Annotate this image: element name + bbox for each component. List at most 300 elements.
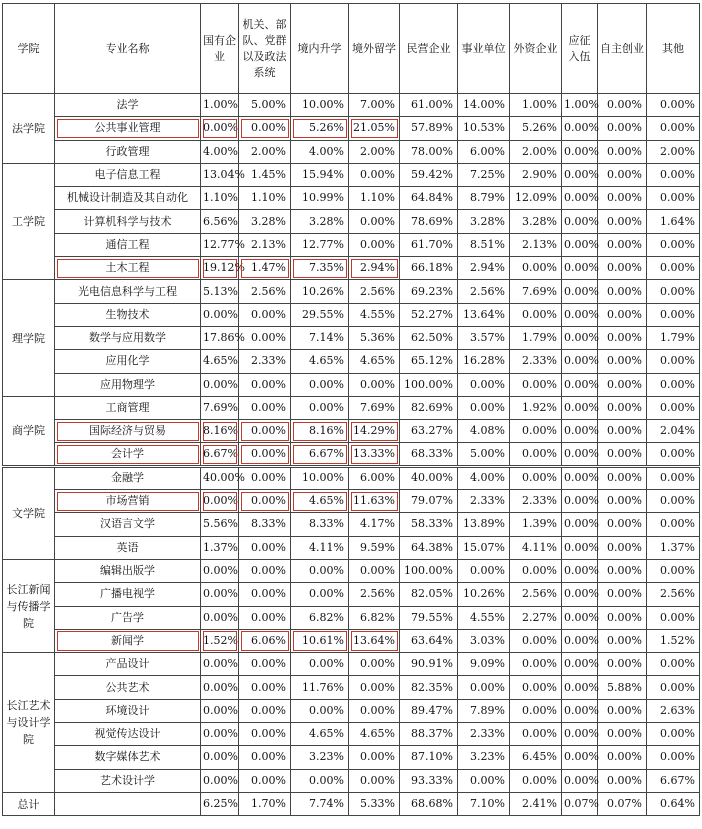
table-row bbox=[3, 140, 700, 163]
table-row bbox=[3, 420, 700, 443]
value-cell: 2.13% bbox=[239, 233, 291, 256]
major-cell: 数字媒体艺术 bbox=[55, 746, 201, 769]
value-cell: 0.00% bbox=[562, 466, 598, 489]
value-cell: 0.00% bbox=[647, 233, 700, 256]
value-cell: 5.56% bbox=[201, 513, 239, 536]
value-cell: 0.00% bbox=[647, 94, 700, 117]
value-cell: 15.94% bbox=[291, 163, 349, 186]
value-cell: 0.00% bbox=[239, 769, 291, 792]
value-cell: 0.00% bbox=[239, 326, 291, 349]
value-cell: 7.69% bbox=[201, 396, 239, 419]
value-cell: 0.00% bbox=[291, 653, 349, 676]
value-cell: 0.00% bbox=[349, 653, 400, 676]
value-cell: 0.00% bbox=[647, 303, 700, 326]
value-cell: 0.00% bbox=[510, 466, 562, 489]
value-cell: 0.00% bbox=[598, 653, 647, 676]
value-cell: 0.00% bbox=[598, 629, 647, 652]
value-cell: 7.69% bbox=[510, 280, 562, 303]
table-row bbox=[3, 536, 700, 559]
value-cell: 4.00% bbox=[291, 140, 349, 163]
value-cell: 8.16% bbox=[201, 420, 239, 443]
value-cell: 6.82% bbox=[291, 606, 349, 629]
value-cell: 2.00% bbox=[349, 140, 400, 163]
value-cell: 0.00% bbox=[562, 746, 598, 769]
value-cell: 0.00% bbox=[458, 559, 510, 582]
value-cell: 6.67% bbox=[201, 443, 239, 466]
major-cell: 国际经济与贸易 bbox=[55, 420, 201, 443]
value-cell: 0.00% bbox=[647, 466, 700, 489]
value-cell: 0.00% bbox=[562, 350, 598, 373]
value-cell: 64.84% bbox=[400, 187, 458, 210]
major-cell: 数学与应用数学 bbox=[55, 326, 201, 349]
value-cell: 57.89% bbox=[400, 117, 458, 140]
value-cell: 93.33% bbox=[400, 769, 458, 792]
value-cell: 4.65% bbox=[349, 350, 400, 373]
major-cell: 产品设计 bbox=[55, 653, 201, 676]
value-cell: 6.45% bbox=[510, 746, 562, 769]
value-cell: 6.67% bbox=[647, 769, 700, 792]
value-cell: 12.77% bbox=[201, 233, 239, 256]
value-cell: 0.00% bbox=[239, 746, 291, 769]
major-cell: 生物技术 bbox=[55, 303, 201, 326]
value-cell: 0.00% bbox=[349, 210, 400, 233]
value-cell: 0.00% bbox=[239, 466, 291, 489]
column-header: 民营企业 bbox=[400, 4, 458, 94]
table-row bbox=[3, 653, 700, 676]
value-cell: 0.00% bbox=[291, 559, 349, 582]
value-cell: 0.00% bbox=[647, 117, 700, 140]
value-cell: 0.00% bbox=[598, 769, 647, 792]
value-cell: 52.27% bbox=[400, 303, 458, 326]
value-cell: 0.00% bbox=[598, 536, 647, 559]
value-cell: 0.00% bbox=[647, 396, 700, 419]
column-header: 境内升学 bbox=[291, 4, 349, 94]
value-cell: 0.00% bbox=[598, 326, 647, 349]
value-cell: 4.65% bbox=[349, 723, 400, 746]
value-cell: 0.00% bbox=[562, 536, 598, 559]
major-cell: 编辑出版学 bbox=[55, 559, 201, 582]
value-cell: 17.86% bbox=[201, 326, 239, 349]
value-cell: 0.00% bbox=[647, 280, 700, 303]
value-cell: 5.33% bbox=[349, 792, 400, 815]
value-cell: 12.77% bbox=[291, 233, 349, 256]
value-cell: 0.00% bbox=[647, 653, 700, 676]
value-cell: 61.00% bbox=[400, 94, 458, 117]
major-cell: 光电信息科学与工程 bbox=[55, 280, 201, 303]
value-cell: 10.26% bbox=[291, 280, 349, 303]
value-cell: 4.17% bbox=[349, 513, 400, 536]
table-row bbox=[3, 326, 700, 349]
table-row bbox=[3, 466, 700, 489]
table-row bbox=[3, 723, 700, 746]
value-cell: 2.00% bbox=[647, 140, 700, 163]
column-header: 事业单位 bbox=[458, 4, 510, 94]
value-cell: 16.28% bbox=[458, 350, 510, 373]
value-cell: 0.00% bbox=[562, 420, 598, 443]
value-cell: 64.38% bbox=[400, 536, 458, 559]
value-cell: 69.23% bbox=[400, 280, 458, 303]
major-cell: 广播电视学 bbox=[55, 583, 201, 606]
value-cell: 0.00% bbox=[201, 723, 239, 746]
table-row bbox=[3, 396, 700, 419]
value-cell: 0.00% bbox=[562, 559, 598, 582]
table-row bbox=[3, 210, 700, 233]
value-cell: 68.68% bbox=[400, 792, 458, 815]
value-cell: 0.00% bbox=[598, 257, 647, 280]
value-cell: 21.05% bbox=[349, 117, 400, 140]
major-cell: 行政管理 bbox=[55, 140, 201, 163]
value-cell: 6.25% bbox=[201, 792, 239, 815]
value-cell: 0.00% bbox=[291, 583, 349, 606]
value-cell: 0.00% bbox=[510, 420, 562, 443]
value-cell: 4.11% bbox=[291, 536, 349, 559]
value-cell: 0.00% bbox=[598, 373, 647, 396]
value-cell: 13.33% bbox=[349, 443, 400, 466]
value-cell: 90.91% bbox=[400, 653, 458, 676]
value-cell: 0.00% bbox=[562, 443, 598, 466]
value-cell: 0.00% bbox=[598, 233, 647, 256]
value-cell: 0.00% bbox=[647, 373, 700, 396]
value-cell: 0.00% bbox=[562, 676, 598, 699]
table-row bbox=[3, 373, 700, 396]
value-cell: 0.00% bbox=[239, 443, 291, 466]
value-cell: 2.33% bbox=[458, 723, 510, 746]
value-cell: 4.65% bbox=[291, 490, 349, 513]
value-cell: 0.00% bbox=[239, 373, 291, 396]
value-cell: 0.00% bbox=[239, 303, 291, 326]
value-cell: 0.00% bbox=[349, 559, 400, 582]
value-cell: 79.55% bbox=[400, 606, 458, 629]
major-cell: 通信工程 bbox=[55, 233, 201, 256]
value-cell: 7.10% bbox=[458, 792, 510, 815]
column-header: 国有企业 bbox=[201, 4, 239, 94]
value-cell: 0.00% bbox=[239, 490, 291, 513]
value-cell: 6.67% bbox=[291, 443, 349, 466]
value-cell: 0.00% bbox=[349, 373, 400, 396]
value-cell: 82.05% bbox=[400, 583, 458, 606]
value-cell: 88.37% bbox=[400, 723, 458, 746]
value-cell: 5.36% bbox=[349, 326, 400, 349]
table-row bbox=[3, 94, 700, 117]
value-cell: 1.00% bbox=[201, 94, 239, 117]
value-cell: 0.00% bbox=[201, 490, 239, 513]
value-cell: 0.00% bbox=[458, 769, 510, 792]
value-cell: 2.33% bbox=[510, 490, 562, 513]
value-cell: 2.56% bbox=[239, 280, 291, 303]
value-cell: 2.33% bbox=[510, 350, 562, 373]
value-cell: 2.41% bbox=[510, 792, 562, 815]
college-cell: 工学院 bbox=[3, 163, 55, 279]
value-cell: 13.64% bbox=[349, 629, 400, 652]
table-row bbox=[3, 583, 700, 606]
value-cell: 0.00% bbox=[562, 210, 598, 233]
value-cell: 10.99% bbox=[291, 187, 349, 210]
value-cell: 19.12% bbox=[201, 257, 239, 280]
value-cell: 0.00% bbox=[598, 583, 647, 606]
value-cell: 8.79% bbox=[458, 187, 510, 210]
value-cell: 0.00% bbox=[510, 303, 562, 326]
value-cell: 63.27% bbox=[400, 420, 458, 443]
major-cell: 应用化学 bbox=[55, 350, 201, 373]
value-cell: 3.23% bbox=[291, 746, 349, 769]
value-cell: 0.00% bbox=[239, 676, 291, 699]
value-cell: 0.00% bbox=[647, 676, 700, 699]
table-row bbox=[3, 163, 700, 186]
value-cell: 5.88% bbox=[598, 676, 647, 699]
value-cell: 0.00% bbox=[562, 396, 598, 419]
value-cell: 3.23% bbox=[458, 746, 510, 769]
value-cell: 2.13% bbox=[510, 233, 562, 256]
value-cell: 0.00% bbox=[510, 699, 562, 722]
value-cell: 1.37% bbox=[201, 536, 239, 559]
major-cell: 应用物理学 bbox=[55, 373, 201, 396]
college-cell: 文学院 bbox=[3, 466, 55, 559]
value-cell: 0.07% bbox=[598, 792, 647, 815]
value-cell: 6.00% bbox=[349, 466, 400, 489]
value-cell: 0.00% bbox=[562, 629, 598, 652]
value-cell: 0.00% bbox=[201, 746, 239, 769]
value-cell: 2.56% bbox=[458, 280, 510, 303]
value-cell: 0.00% bbox=[647, 513, 700, 536]
value-cell: 0.00% bbox=[239, 723, 291, 746]
value-cell: 4.00% bbox=[201, 140, 239, 163]
table-row bbox=[3, 676, 700, 699]
value-cell: 100.00% bbox=[400, 373, 458, 396]
value-cell: 0.00% bbox=[562, 326, 598, 349]
value-cell: 0.00% bbox=[239, 117, 291, 140]
column-header: 学院 bbox=[3, 4, 55, 94]
value-cell: 1.10% bbox=[239, 187, 291, 210]
value-cell: 2.27% bbox=[510, 606, 562, 629]
value-cell: 0.00% bbox=[349, 769, 400, 792]
table-row bbox=[3, 350, 700, 373]
college-cell: 法学院 bbox=[3, 94, 55, 164]
value-cell: 0.00% bbox=[562, 513, 598, 536]
table-row bbox=[3, 117, 700, 140]
value-cell: 0.00% bbox=[239, 536, 291, 559]
table-row bbox=[3, 443, 700, 466]
major-cell: 广告学 bbox=[55, 606, 201, 629]
column-header: 机关、部队、党群以及政法系统 bbox=[239, 4, 291, 94]
value-cell: 0.00% bbox=[562, 583, 598, 606]
value-cell: 2.63% bbox=[647, 699, 700, 722]
value-cell: 89.47% bbox=[400, 699, 458, 722]
table-row bbox=[3, 792, 700, 815]
value-cell: 1.92% bbox=[510, 396, 562, 419]
value-cell: 0.00% bbox=[510, 653, 562, 676]
value-cell: 0.00% bbox=[458, 396, 510, 419]
college-cell: 长江新闻与传播学院 bbox=[3, 559, 55, 652]
value-cell: 0.00% bbox=[562, 257, 598, 280]
header-row bbox=[3, 4, 700, 94]
value-cell: 7.00% bbox=[349, 94, 400, 117]
value-cell: 5.00% bbox=[239, 94, 291, 117]
value-cell: 0.00% bbox=[458, 373, 510, 396]
value-cell: 0.00% bbox=[598, 723, 647, 746]
table-body bbox=[3, 94, 700, 816]
value-cell: 0.00% bbox=[239, 699, 291, 722]
major-cell bbox=[55, 792, 201, 815]
value-cell: 10.00% bbox=[291, 94, 349, 117]
value-cell: 6.56% bbox=[201, 210, 239, 233]
table-row bbox=[3, 629, 700, 652]
value-cell: 68.33% bbox=[400, 443, 458, 466]
value-cell: 0.00% bbox=[562, 769, 598, 792]
value-cell: 4.08% bbox=[458, 420, 510, 443]
value-cell: 2.56% bbox=[349, 280, 400, 303]
value-cell: 79.07% bbox=[400, 490, 458, 513]
table-row bbox=[3, 280, 700, 303]
value-cell: 0.00% bbox=[562, 699, 598, 722]
table-row bbox=[3, 187, 700, 210]
value-cell: 10.61% bbox=[291, 629, 349, 652]
value-cell: 0.00% bbox=[201, 373, 239, 396]
value-cell: 6.00% bbox=[458, 140, 510, 163]
value-cell: 0.00% bbox=[291, 699, 349, 722]
value-cell: 0.00% bbox=[598, 280, 647, 303]
value-cell: 4.65% bbox=[291, 723, 349, 746]
value-cell: 0.00% bbox=[647, 723, 700, 746]
value-cell: 40.00% bbox=[400, 466, 458, 489]
value-cell: 0.07% bbox=[562, 792, 598, 815]
table-row bbox=[3, 559, 700, 582]
value-cell: 3.28% bbox=[510, 210, 562, 233]
column-header: 应征入伍 bbox=[562, 4, 598, 94]
table-row bbox=[3, 257, 700, 280]
column-header: 境外留学 bbox=[349, 4, 400, 94]
value-cell: 6.82% bbox=[349, 606, 400, 629]
column-header: 自主创业 bbox=[598, 4, 647, 94]
value-cell: 12.09% bbox=[510, 187, 562, 210]
value-cell: 9.59% bbox=[349, 536, 400, 559]
value-cell: 0.00% bbox=[510, 373, 562, 396]
value-cell: 0.00% bbox=[562, 187, 598, 210]
value-cell: 8.33% bbox=[291, 513, 349, 536]
value-cell: 1.79% bbox=[647, 326, 700, 349]
value-cell: 0.00% bbox=[201, 117, 239, 140]
value-cell: 0.00% bbox=[562, 653, 598, 676]
major-cell: 英语 bbox=[55, 536, 201, 559]
value-cell: 0.00% bbox=[647, 443, 700, 466]
college-cell: 商学院 bbox=[3, 396, 55, 466]
value-cell: 2.94% bbox=[458, 257, 510, 280]
value-cell: 0.00% bbox=[647, 257, 700, 280]
value-cell: 7.25% bbox=[458, 163, 510, 186]
value-cell: 0.00% bbox=[647, 187, 700, 210]
value-cell: 8.51% bbox=[458, 233, 510, 256]
value-cell: 0.00% bbox=[598, 699, 647, 722]
value-cell: 5.26% bbox=[510, 117, 562, 140]
value-cell: 0.00% bbox=[562, 723, 598, 746]
value-cell: 0.00% bbox=[510, 257, 562, 280]
value-cell: 63.64% bbox=[400, 629, 458, 652]
value-cell: 3.03% bbox=[458, 629, 510, 652]
value-cell: 4.65% bbox=[291, 350, 349, 373]
value-cell: 13.64% bbox=[458, 303, 510, 326]
value-cell: 2.56% bbox=[510, 583, 562, 606]
value-cell: 0.64% bbox=[647, 792, 700, 815]
value-cell: 3.28% bbox=[291, 210, 349, 233]
value-cell: 0.00% bbox=[647, 350, 700, 373]
value-cell: 0.00% bbox=[239, 606, 291, 629]
value-cell: 0.00% bbox=[510, 723, 562, 746]
value-cell: 0.00% bbox=[598, 443, 647, 466]
value-cell: 1.52% bbox=[647, 629, 700, 652]
value-cell: 0.00% bbox=[201, 606, 239, 629]
value-cell: 10.00% bbox=[291, 466, 349, 489]
major-cell: 公共事业管理 bbox=[55, 117, 201, 140]
major-cell: 艺术设计学 bbox=[55, 769, 201, 792]
table-row bbox=[3, 606, 700, 629]
value-cell: 1.79% bbox=[510, 326, 562, 349]
major-cell: 法学 bbox=[55, 94, 201, 117]
value-cell: 0.00% bbox=[598, 420, 647, 443]
value-cell: 0.00% bbox=[647, 746, 700, 769]
value-cell: 0.00% bbox=[458, 676, 510, 699]
value-cell: 2.04% bbox=[647, 420, 700, 443]
value-cell: 0.00% bbox=[562, 303, 598, 326]
column-header: 专业名称 bbox=[55, 4, 201, 94]
value-cell: 7.35% bbox=[291, 257, 349, 280]
column-header: 其他 bbox=[647, 4, 700, 94]
table-row bbox=[3, 490, 700, 513]
value-cell: 1.10% bbox=[349, 187, 400, 210]
value-cell: 0.00% bbox=[598, 94, 647, 117]
value-cell: 8.33% bbox=[239, 513, 291, 536]
value-cell: 5.00% bbox=[458, 443, 510, 466]
value-cell: 0.00% bbox=[239, 583, 291, 606]
value-cell: 0.00% bbox=[291, 373, 349, 396]
value-cell: 0.00% bbox=[349, 163, 400, 186]
value-cell: 0.00% bbox=[349, 233, 400, 256]
value-cell: 1.45% bbox=[239, 163, 291, 186]
value-cell: 4.00% bbox=[458, 466, 510, 489]
value-cell: 11.76% bbox=[291, 676, 349, 699]
value-cell: 0.00% bbox=[201, 699, 239, 722]
value-cell: 62.50% bbox=[400, 326, 458, 349]
value-cell: 0.00% bbox=[598, 396, 647, 419]
value-cell: 3.28% bbox=[239, 210, 291, 233]
value-cell: 4.65% bbox=[201, 350, 239, 373]
value-cell: 0.00% bbox=[598, 303, 647, 326]
table-row bbox=[3, 746, 700, 769]
value-cell: 59.42% bbox=[400, 163, 458, 186]
value-cell: 0.00% bbox=[647, 490, 700, 513]
value-cell: 0.00% bbox=[510, 769, 562, 792]
major-cell: 新闻学 bbox=[55, 629, 201, 652]
value-cell: 0.00% bbox=[598, 606, 647, 629]
value-cell: 15.07% bbox=[458, 536, 510, 559]
college-cell: 长江艺术与设计学院 bbox=[3, 653, 55, 793]
value-cell: 7.14% bbox=[291, 326, 349, 349]
column-header: 外资企业 bbox=[510, 4, 562, 94]
value-cell: 2.33% bbox=[239, 350, 291, 373]
value-cell: 0.00% bbox=[647, 559, 700, 582]
value-cell: 13.89% bbox=[458, 513, 510, 536]
table-row bbox=[3, 303, 700, 326]
value-cell: 2.56% bbox=[349, 583, 400, 606]
value-cell: 14.00% bbox=[458, 94, 510, 117]
value-cell: 4.11% bbox=[510, 536, 562, 559]
table-row bbox=[3, 513, 700, 536]
value-cell: 29.55% bbox=[291, 303, 349, 326]
value-cell: 0.00% bbox=[349, 676, 400, 699]
value-cell: 0.00% bbox=[291, 396, 349, 419]
value-cell: 0.00% bbox=[239, 653, 291, 676]
value-cell: 0.00% bbox=[562, 163, 598, 186]
table-row bbox=[3, 769, 700, 792]
value-cell: 1.64% bbox=[647, 210, 700, 233]
